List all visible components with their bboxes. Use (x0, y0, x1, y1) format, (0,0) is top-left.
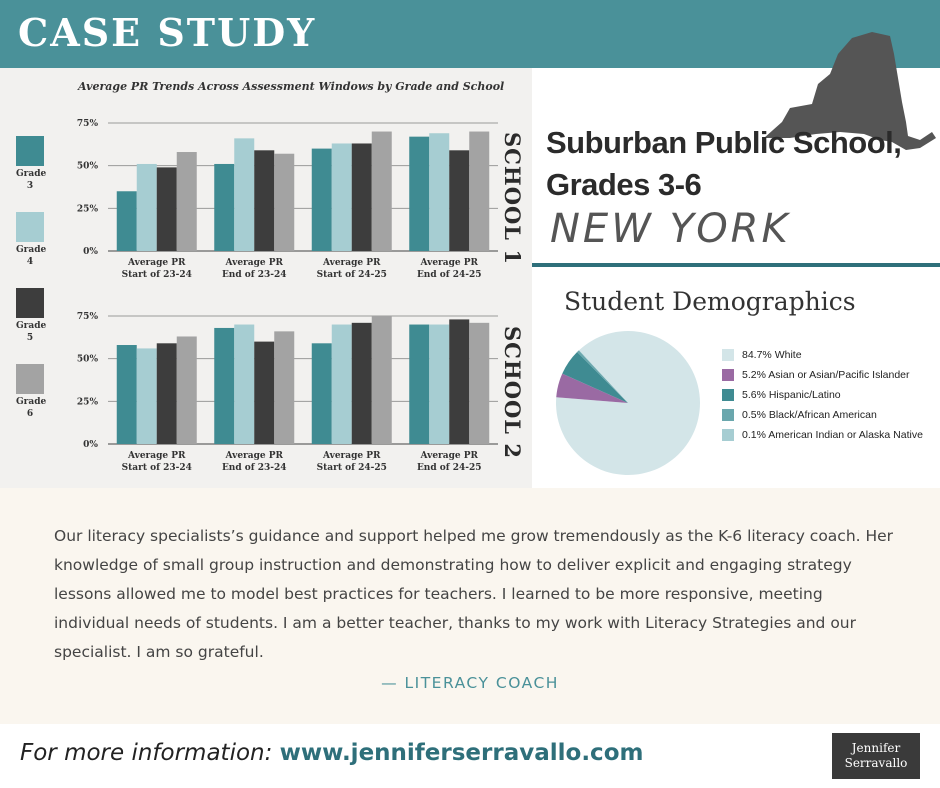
bar-school-1-grade-4 (332, 143, 352, 251)
bar-school-1-grade-6 (274, 154, 294, 251)
pie-legend-item: 0.5% Black/African American (722, 405, 923, 425)
school-name: Suburban Public School, Grades 3-6 (546, 125, 902, 202)
pie-legend-swatch (722, 349, 734, 361)
demographics-pie-chart (554, 329, 702, 477)
legend-label: Grade 4 (16, 245, 47, 267)
bar-school-1-grade-5 (352, 143, 372, 251)
bar-school-1-grade-5 (449, 150, 469, 251)
pie-legend-swatch (722, 389, 734, 401)
footer-info (20, 740, 643, 766)
bar-school-2-grade-3 (409, 325, 429, 444)
x-tick-label: Average PR (127, 258, 186, 268)
bar-school-1-grade-6 (469, 132, 489, 251)
y-tick-label: 25% (76, 397, 98, 408)
bar-school-2-grade-4 (332, 325, 352, 444)
y-tick-label: 50% (76, 354, 98, 365)
x-tick-label: Start of 23-24 (121, 270, 192, 280)
pie-legend-swatch (722, 409, 734, 421)
bar-school-2-grade-4 (429, 325, 449, 444)
pie-legend-item: 0.1% American Indian or Alaska Native (722, 425, 923, 445)
bar-school-1-grade-4 (429, 133, 449, 251)
bar-school-2-grade-6 (177, 336, 197, 444)
bar-school-1-grade-3 (312, 149, 332, 251)
x-tick-label: Average PR (127, 451, 186, 461)
school-2-bar-chart (0, 301, 500, 477)
state-name: NEW YORK (550, 206, 791, 252)
legend-label: Grade 5 (16, 321, 47, 343)
x-tick-label: End of 23-24 (221, 463, 287, 473)
pie-legend-item: 84.7% White (722, 345, 923, 365)
bar-school-2-grade-5 (449, 319, 469, 444)
bar-school-1-grade-5 (157, 167, 177, 251)
bar-school-1-grade-3 (117, 191, 137, 251)
bar-school-1-grade-6 (372, 132, 392, 251)
bar-school-1-grade-6 (177, 152, 197, 251)
footer (0, 724, 940, 788)
pie-legend-item: 5.2% Asian or Asian/Pacific Islander (722, 365, 923, 385)
y-tick-label: 25% (76, 204, 98, 215)
bar-school-1-grade-4 (234, 138, 254, 251)
bar-school-1-grade-4 (137, 164, 157, 251)
bar-school-2-grade-6 (274, 331, 294, 444)
y-tick-label: 75% (76, 312, 98, 322)
x-tick-label: Start of 24-25 (316, 270, 387, 280)
school-1-bar-chart (0, 108, 500, 280)
legend-label: Grade 3 (16, 169, 47, 191)
bar-school-2-grade-3 (214, 328, 234, 444)
bar-school-2-grade-3 (312, 343, 332, 444)
website-link[interactable]: www.jenniferserravallo.com (279, 740, 644, 766)
bar-school-2-grade-4 (137, 348, 157, 444)
x-tick-label: Average PR (420, 451, 479, 461)
x-tick-label: End of 24-25 (416, 270, 482, 280)
bar-school-2-grade-6 (372, 316, 392, 444)
bar-school-1-grade-5 (254, 150, 274, 251)
footer-label-text: For more information: (20, 740, 280, 766)
y-tick-label: 0% (83, 440, 98, 450)
page-title: CASE STUDY (18, 10, 317, 55)
x-tick-label: Start of 24-25 (316, 463, 387, 473)
bar-school-1-grade-3 (409, 137, 429, 251)
pie-legend-item: 5.6% Hispanic/Latino (722, 385, 923, 405)
x-tick-label: Average PR (322, 451, 381, 461)
school-1-label: SCHOOL 1 (500, 132, 525, 265)
demographics-title: Student Demographics (564, 287, 856, 316)
bar-school-2-grade-5 (254, 342, 274, 444)
x-tick-label: Average PR (420, 258, 479, 268)
bar-school-2-grade-5 (352, 323, 372, 444)
bar-school-2-grade-3 (117, 345, 137, 444)
brand-logo: Jennifer Serravallo (832, 733, 920, 779)
testimonial-quote: Our literacy specialists’s guidance and support helped me grow tremendously as the K-6 literacy coach. Her knowledge of small group instruction and demonstrating how to deliver explicit and engaging strategy lessons allowed me to model best practices for teachers. I learned to be more responsive, meeting individual needs of students. I am a better teacher, thanks to my work with Literacy Strategies and our specialist. I am so grateful. (54, 527, 894, 661)
bar-school-2-grade-5 (157, 343, 177, 444)
bar-school-2-grade-6 (469, 323, 489, 444)
y-tick-label: 0% (83, 247, 98, 257)
demographics-panel (532, 267, 940, 488)
bar-school-2-grade-4 (234, 325, 254, 444)
legend-label: Grade 6 (16, 397, 47, 419)
pie-legend-swatch (722, 369, 734, 381)
x-tick-label: Average PR (322, 258, 381, 268)
y-tick-label: 75% (76, 119, 98, 129)
pie-legend-swatch (722, 429, 734, 441)
chart-title: Average PR Trends Across Assessment Windows by Grade and School (78, 80, 505, 93)
y-tick-label: 50% (76, 161, 98, 172)
x-tick-label: End of 24-25 (416, 463, 482, 473)
chart-panel (0, 68, 532, 488)
pie-legend (722, 345, 923, 445)
school-info (532, 68, 940, 268)
testimonial-section (0, 488, 940, 724)
x-tick-label: End of 23-24 (221, 270, 287, 280)
x-tick-label: Start of 23-24 (121, 463, 192, 473)
bar-school-1-grade-3 (214, 164, 234, 251)
x-tick-label: Average PR (225, 451, 284, 461)
testimonial-attribution: — LITERACY COACH (381, 674, 559, 692)
school-2-label: SCHOOL 2 (500, 326, 525, 459)
x-tick-label: Average PR (225, 258, 284, 268)
